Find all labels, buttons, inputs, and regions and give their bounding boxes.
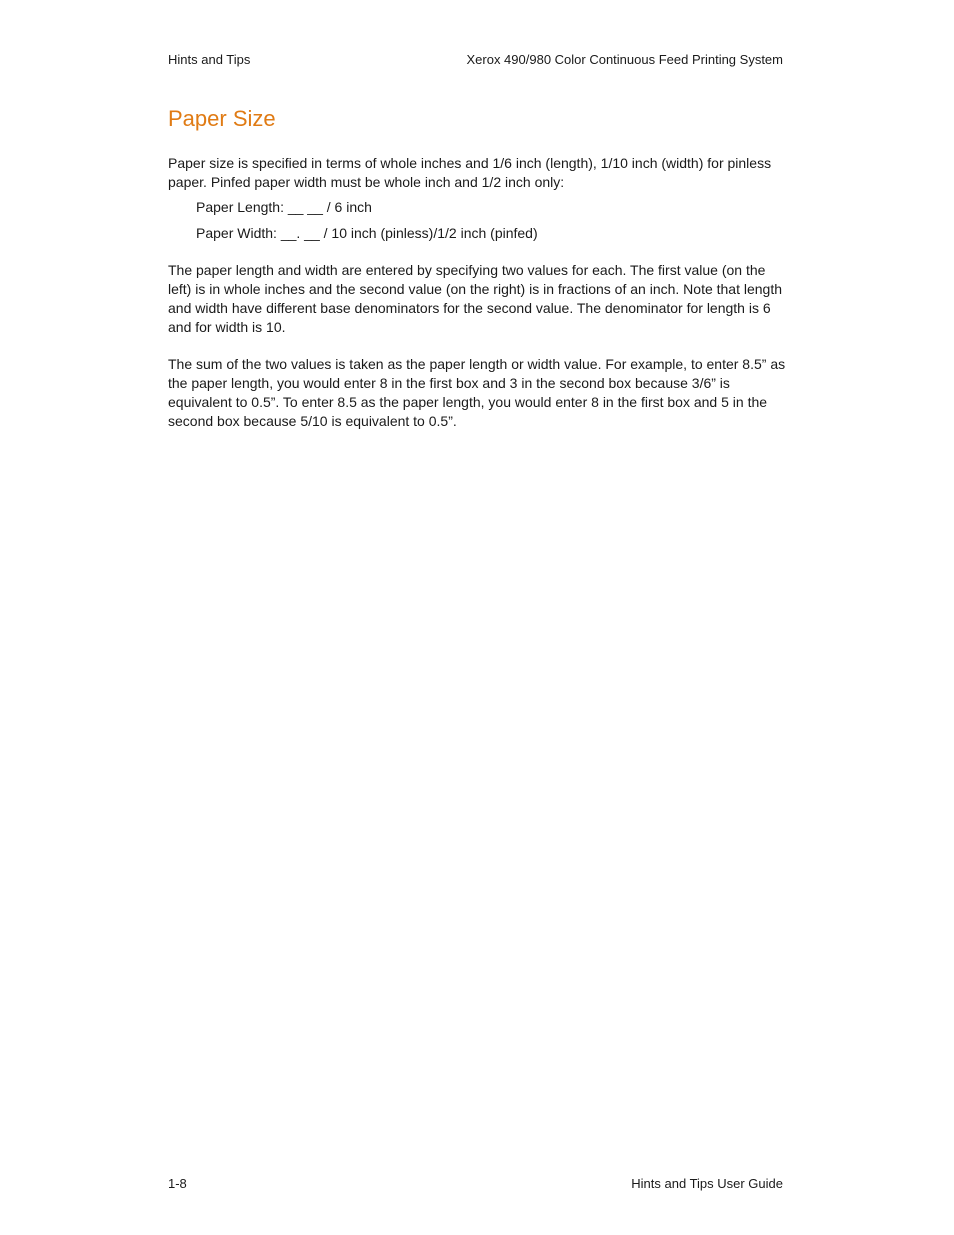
footer-guide-name: Hints and Tips User Guide bbox=[631, 1176, 783, 1191]
paper-width-line: Paper Width: __. __ / 10 inch (pinless)/1/2 inch (pinfed) bbox=[196, 225, 538, 241]
example-paragraph: The sum of the two values is taken as the paper length or width value. For example, to enter 8.5” as the paper length, you would enter 8 in the first box and 3 in the second box because 3/6” is equivalent to 0.5”. To enter 8.5 as the paper length, you would enter 8 in the first box and 5 in the second box because 5/10 is equivalent to 0.5”. bbox=[168, 356, 786, 429]
header-section-name: Hints and Tips bbox=[168, 52, 251, 67]
explanation-paragraph: The paper length and width are entered by specifying two values for each. The first value (on the left) is in whole inches and the second value (on the right) is in fractions of an inch. Note that length and width have different base denominators for the second value. The denominator for length is 6 and for width is 10. bbox=[168, 262, 783, 335]
page-title: Paper Size bbox=[168, 106, 276, 131]
intro-paragraph: Paper size is specified in terms of whole inches and 1/6 inch (length), 1/10 inch (width) for pinless paper. Pinfed paper width must be whole inch and 1/2 inch only: bbox=[168, 155, 772, 190]
page-number: 1-8 bbox=[168, 1176, 187, 1191]
paper-length-line: Paper Length: __ __ / 6 inch bbox=[196, 199, 372, 215]
header-product-name: Xerox 490/980 Color Continuous Feed Printing System bbox=[466, 52, 783, 67]
